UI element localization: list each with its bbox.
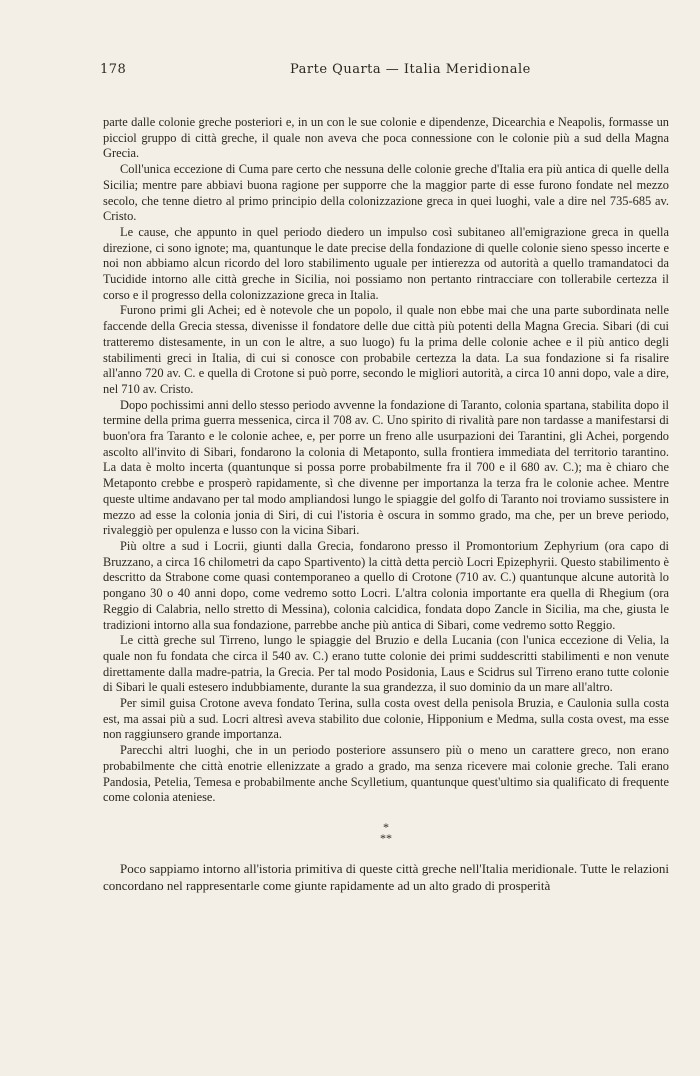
separator-asterisk-bottom: ** [380, 830, 392, 845]
page-number: 178 [100, 62, 127, 77]
paragraph-4: Furono primi gli Achei; ed è notevole che un popolo, il quale non ebbe mai che una parte subordinata nelle faccende della Grecia stessa, divenisse il fondatore delle due città più potenti della Magna Grecia. Sibari (di cui tratteremo distesamente, in un con le altre, a suo luogo) fu la prima delle colonie achee e il più antico degli stabilimenti greci in Italia, di cui si conosce con probabile certezza la data. La sua fondazione si fa risalire all'anno 720 av. C. e quella di Crotone si può porre, secondo le migliori autorità, a circa 10 anni dopo, vale a dire, nel 710 av. Cristo. [103, 303, 669, 396]
paragraph-7: Le città greche sul Tirreno, lungo le spiaggie del Bruzio e della Lucania (con l'unica eccezione di Velia, la quale non fu fondata che circa il 540 av. C.) erano tutte colonie dei primi suddescritti stabilimenti e non venute direttamente dalla madre-patria, la Grecia. Per tal modo Posidonia, Laus e Scidrus sul Tirreno erano tutte colonie di Sibari le quali estesero indubbiamente, durante la sua grandezza, il suo dominio da un mare all'altro. [103, 633, 669, 695]
paragraph-6: Più oltre a sud i Locrii, giunti dalla Grecia, fondarono presso il Promontorium Zephyrium (ora capo di Bruzzano, a circa 16 chilometri da capo Spartivento) la città detta perciò Locri Epizephyrii. Questo stabilimento è descritto da Strabone come quasi contemporaneo a quello di Crotone (710 av. C.) quantunque alcune autorità lo pongano 30 o 40 anni dopo, come vedremo sotto Locri. L'altra colonia importante era quella di Rhegium (ora Reggio di Calabria, nello stretto di Messina), colonia calcidica, fondata dopo Zancle in Sicilia, ma che, giusta le tradizioni intorno alla sua fondazione, parrebbe anche più antica di Sibari, come vedremo sotto Reggio. [103, 538, 669, 632]
paragraph-9: Parecchi altri luoghi, che in un periodo posteriore assunsero più o meno un carattere greco, non erano probabilmente che città enotrie ellenizzate a grado a grado, ma senza ricevere mai colonie greche. Tali erano Pandosia, Petelia, Temesa e probabilmente anche Scylletium, quantunque quest'ultimo sia qualificato di frequente come colonia ateniese. [103, 743, 669, 805]
paragraph-3: Le cause, che appunto in quel periodo diedero un impulso così subitaneo all'emigrazione greca in quella direzione, ci sono ignote; ma, quantunque le date precise della fondazione di quelle colonie sieno spesso incerte e noi non abbiamo alcun ricordo del loro stabilimento uguale per intierezza od autorità a quello tramandatoci da Tucidide intorno alle città greche in Sicilia, noi possiamo non pertanto rintracciare con tollerabile certezza il corso e il progresso della colonizzazione greca in Italia. [103, 224, 669, 302]
paragraph-8: Per simil guisa Crotone aveva fondato Terina, sulla costa ovest della penisola Bruzia, e Caulonia sulla costa est, ma assai più a sud. Locri altresì aveva stabilito due colonie, Hipponium e Medma, sulla costa ovest, ma esse non raggiunsero grande importanza. [103, 696, 669, 742]
separator-asterisk-top: * [383, 819, 389, 834]
paragraph-5: Dopo pochissimi anni dello stesso periodo avvenne la fondazione di Taranto, colonia spartana, stabilita dopo il termine della prima guerra messenica, circa il 708 av. C. Uno spirito di rivalità pare non tardasse a manifestarsi di buon'ora fra Taranto e le colonie achee, e, per porre un freno alle usurpazioni dei Tarantini, gli Achei, porgendo ascolto all'invito di Sibari, fondarono la colonia di Metaponto, sulla frontiera immediata del territorio tarantino. La data è molto incerta (quantunque si possa porre probabilmente fra il 700 e il 680 av. C.); ma è chiaro che Metaponto crebbe e prosperò rapidamente, sì che divenne per importanza la terza fra le colonie achee. Mentre queste ultime andavano per tal modo ampliandosi lungo le spiaggie del golfo di Taranto noi troviamo sussistere in mezzo ad esse la colonia jonia di Siri, di cui l'istoria è oscura in sommo grado, ma che, per un breve periodo, rivaleggiò per opulenza e lusso con la vicina Sibari. [103, 397, 669, 538]
paragraph-1: parte dalle colonie greche posteriori e, in un con le sue colonie e dipendenze, Dicearchia e Neapolis, formasse un picciol gruppo di città greche, il quale non aveva che poca connessione con le colonie più a sud della Magna Grecia. [103, 115, 669, 161]
running-title: Parte Quarta — Italia Meridionale [290, 62, 531, 77]
section-separator [103, 819, 669, 845]
paragraph-2: Coll'unica eccezione di Cuma pare certo che nessuna delle colonie greche d'Italia era più antica di quelle della Sicilia; mentre pare abbiavi buona ragione per supporre che la maggior parte di esse furono fondate nel mezzo secolo, che tenne dietro al primo principio della colonizzazione greca in quei luoghi, vale a dire nel 735-685 av. Cristo. [103, 162, 669, 224]
page-body [103, 115, 669, 894]
final-paragraph: Poco sappiamo intorno all'istoria primitiva di queste città greche nell'Italia meridionale. Tutte le relazioni concordano nel rappresentarle come giunte rapidamente ad un alto grado di prosperità [103, 860, 669, 893]
